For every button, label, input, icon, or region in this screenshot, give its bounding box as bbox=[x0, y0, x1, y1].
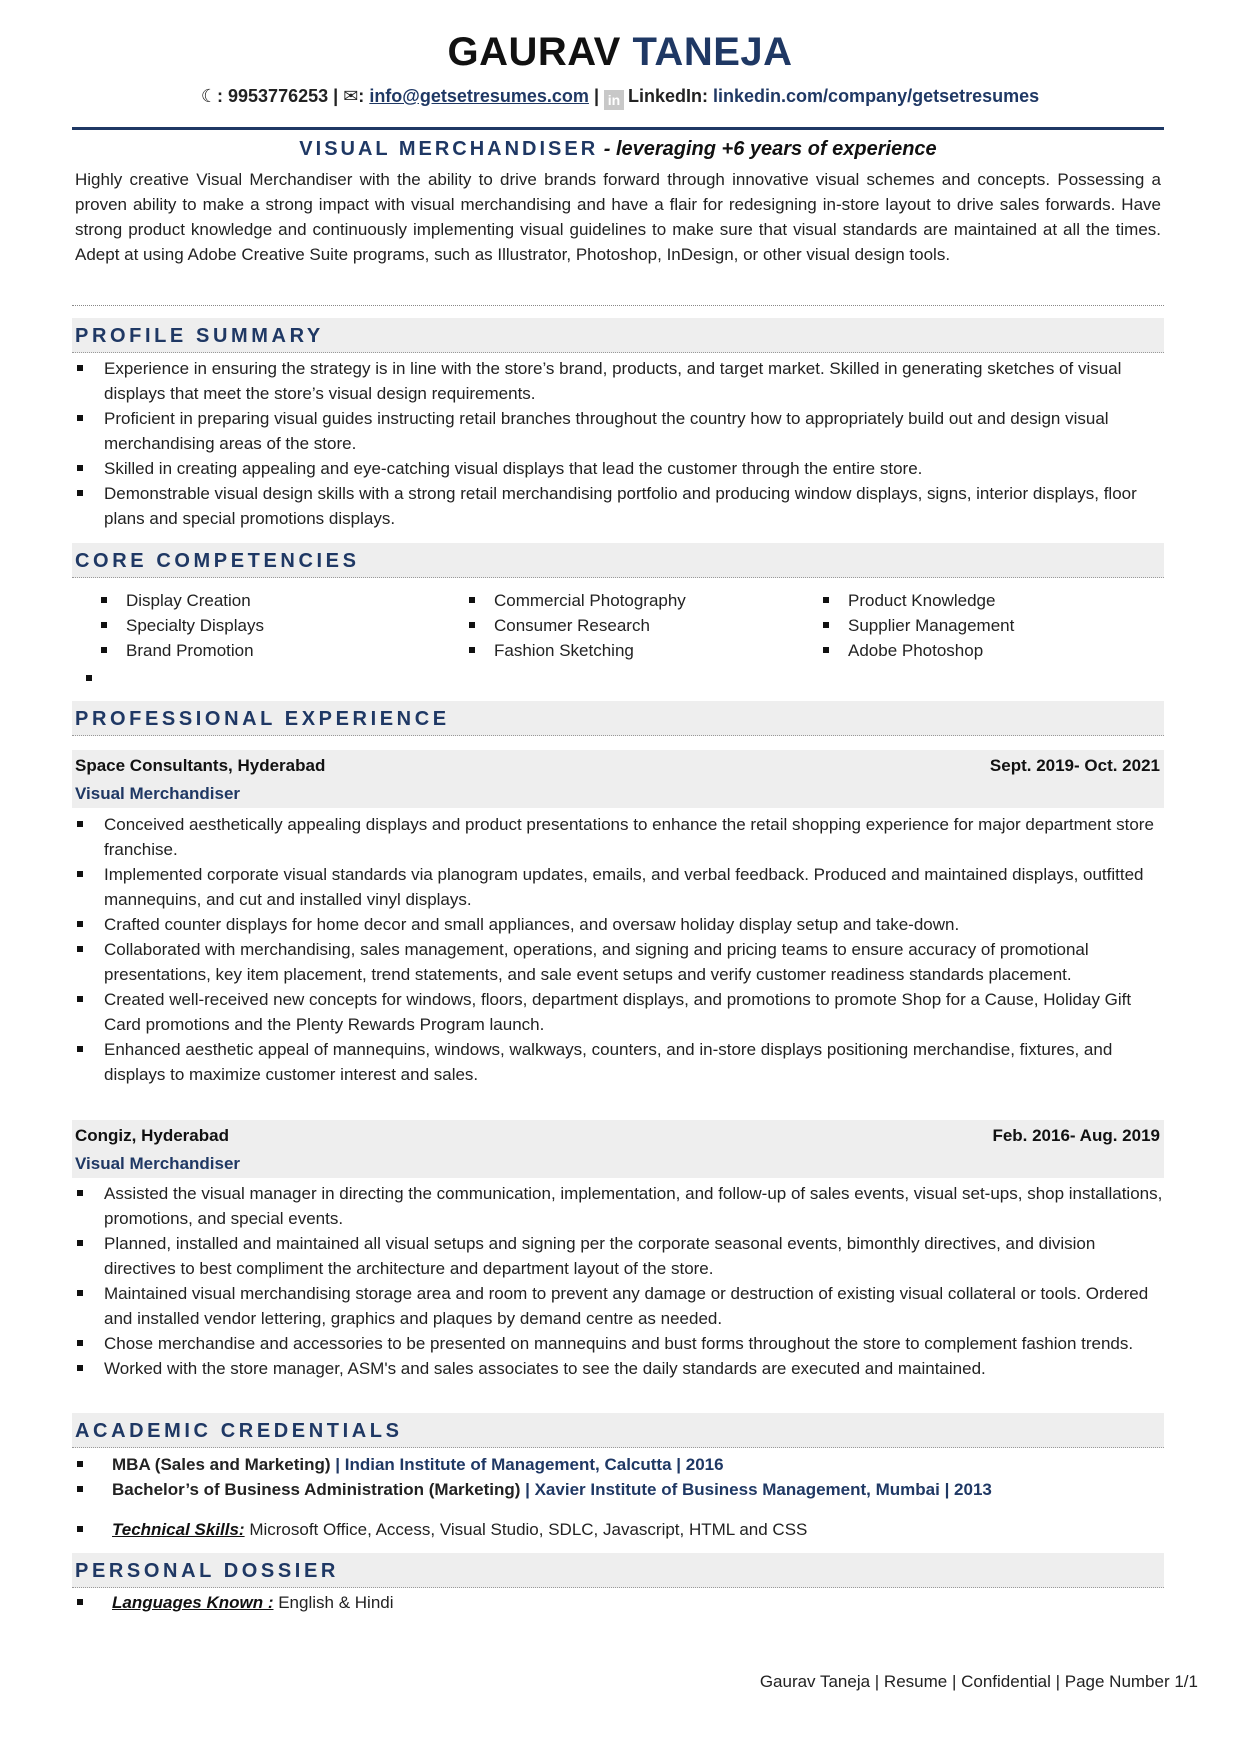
separator: | bbox=[593, 86, 599, 106]
competencies-column-2 bbox=[464, 588, 794, 663]
list-item: Consumer Research bbox=[464, 613, 794, 638]
job-dates: Feb. 2016- Aug. 2019 bbox=[992, 1126, 1160, 1145]
list-item: Product Knowledge bbox=[818, 588, 1148, 613]
company-name: Space Consultants, Hyderabad bbox=[75, 756, 326, 775]
candidate-name bbox=[0, 28, 1240, 76]
list-item: Display Creation bbox=[96, 588, 426, 613]
technical-skills-value: Microsoft Office, Access, Visual Studio, SDLC, Javascript, HTML and CSS bbox=[244, 1520, 808, 1539]
list-item: Fashion Sketching bbox=[464, 638, 794, 663]
headline bbox=[72, 136, 1164, 162]
job-header bbox=[72, 750, 1164, 808]
company-name: Congiz, Hyderabad bbox=[75, 1126, 229, 1145]
degree: MBA (Sales and Marketing) bbox=[112, 1455, 331, 1474]
list-item: Commercial Photography bbox=[464, 588, 794, 613]
languages-value: English & Hindi bbox=[273, 1593, 394, 1612]
competencies-column-1 bbox=[96, 588, 426, 663]
job-title: Visual Merchandiser bbox=[75, 1154, 241, 1173]
list-item: Conceived aesthetically appealing displays and product presentations to enhance the retail shopping experience for major department store franchise. bbox=[72, 812, 1164, 862]
section-title: CORE COMPETENCIES bbox=[75, 550, 360, 572]
section-core-competencies bbox=[72, 543, 1164, 578]
list-item: Adobe Photoshop bbox=[818, 638, 1148, 663]
list-item: Collaborated with merchandising, sales management, operations, and signing and pricing teams to ensure accuracy of promotional presentations, key item placement, trend statements, and sale event setups and verify customer readiness standards placement. bbox=[72, 937, 1164, 987]
education-item bbox=[72, 1452, 1164, 1477]
linkedin-label: LinkedIn: bbox=[628, 86, 709, 106]
list-item: Chose merchandise and accessories to be presented on mannequins and bust forms throughout the store to complement fashion trends. bbox=[72, 1331, 1164, 1356]
list-item: Supplier Management bbox=[818, 613, 1148, 638]
list-item: Proficient in preparing visual guides instructing retail branches throughout the country how to appropriately build out and design visual merchandising areas of the store. bbox=[72, 406, 1164, 456]
job-bullets bbox=[72, 812, 1164, 1087]
phone-icon: ☾ bbox=[200, 86, 217, 106]
envelope-icon: ✉ bbox=[343, 86, 359, 106]
list-item: Planned, installed and maintained all visual setups and signing per the corporate seasonal events, bimonthly directives, and division directives to best compliment the architecture and department layout of the store. bbox=[72, 1231, 1164, 1281]
section-title: PERSONAL DOSSIER bbox=[75, 1560, 339, 1582]
email-link[interactable]: info@getsetresumes.com bbox=[369, 86, 589, 106]
last-name: TANEJA bbox=[632, 30, 793, 74]
list-item: Demonstrable visual design skills with a strong retail merchandising portfolio and producing window displays, signs, interior displays, floor plans and special promotions displays. bbox=[72, 481, 1164, 531]
divider bbox=[72, 305, 1164, 306]
technical-skills-list bbox=[72, 1517, 1164, 1542]
competencies-column-3 bbox=[818, 588, 1148, 663]
contact-line bbox=[0, 84, 1240, 110]
institution: | Indian Institute of Management, Calcutta | 2016 bbox=[330, 1455, 724, 1474]
headline-tagline: - leveraging +6 years of experience bbox=[598, 138, 937, 160]
list-item: Enhanced aesthetic appeal of mannequins, windows, walkways, counters, and in-store displays positioning merchandise, fixtures, and displays to maximize customer interest and sales. bbox=[72, 1037, 1164, 1087]
header-divider bbox=[72, 127, 1164, 130]
list-item: Experience in ensuring the strategy is in line with the store’s brand, products, and target market. Skilled in generating sketches of visual displays that meet the store’s visual design requirements. bbox=[72, 356, 1164, 406]
list-item: Crafted counter displays for home decor and small appliances, and oversaw holiday display setup and take-down. bbox=[72, 912, 1164, 937]
email-label: : bbox=[358, 86, 365, 106]
section-title: PROFILE SUMMARY bbox=[75, 325, 324, 347]
first-name: GAURAV bbox=[447, 30, 621, 74]
linkedin-icon: in bbox=[604, 90, 624, 110]
list-item: Worked with the store manager, ASM's and sales associates to see the daily standards are executed and maintained. bbox=[72, 1356, 1164, 1381]
technical-skills-item bbox=[72, 1517, 1164, 1542]
job-dates: Sept. 2019- Oct. 2021 bbox=[989, 756, 1160, 775]
institution: | Xavier Institute of Business Management, Mumbai | 2013 bbox=[520, 1480, 992, 1499]
linkedin-link[interactable]: linkedin.com/company/getsetresumes bbox=[713, 86, 1040, 106]
list-item: Assisted the visual manager in directing the communication, implementation, and follow-up of sales events, visual set-ups, shop installations, promotions, and special events. bbox=[72, 1181, 1164, 1231]
list-item: Implemented corporate visual standards via planogram updates, emails, and verbal feedback. Produced and maintained displays, outfitted mannequins, and cut and installed vinyl displays. bbox=[72, 862, 1164, 912]
profile-summary-list bbox=[72, 356, 1164, 531]
section-title: PROFESSIONAL EXPERIENCE bbox=[75, 708, 450, 730]
job-title: Visual Merchandiser bbox=[75, 784, 241, 803]
languages-item bbox=[72, 1590, 1164, 1615]
separator: | bbox=[333, 86, 339, 106]
technical-skills-label: Technical Skills: bbox=[112, 1520, 245, 1539]
section-personal-dossier bbox=[72, 1553, 1164, 1588]
education-item bbox=[72, 1477, 1164, 1502]
list-item: Skilled in creating appealing and eye-catching visual displays that lead the customer through the entire store. bbox=[72, 456, 1164, 481]
languages-label: Languages Known : bbox=[112, 1593, 274, 1612]
job-bullets bbox=[72, 1181, 1164, 1381]
section-academic-credentials bbox=[72, 1413, 1164, 1448]
education-list bbox=[72, 1452, 1164, 1502]
job-header bbox=[72, 1120, 1164, 1178]
list-item: Specialty Displays bbox=[96, 613, 426, 638]
list-item: Maintained visual merchandising storage area and room to prevent any damage or destruction of existing visual collateral or tools. Ordered and installed vendor lettering, graphics and plaques by demand centre as needed. bbox=[72, 1281, 1164, 1331]
summary-paragraph: Highly creative Visual Merchandiser with the ability to drive brands forward through innovative visual schemes and concepts. Possessing a proven ability to make a strong impact with visual merchandising and have a flair for redesigning in-store layout to drive sales forwards. Have strong product knowledge and continuously implementing visual guidelines to make sure that visual standards are maintained at all the times. Adept at using Adobe Creative Suite programs, such as Illustrator, Photoshop, InDesign, or other visual design tools. bbox=[75, 170, 1161, 264]
section-profile-summary bbox=[72, 318, 1164, 353]
phone-label: : bbox=[217, 86, 223, 106]
list-item: Created well-received new concepts for windows, floors, department displays, and promotions to promote Shop for a Cause, Holiday Gift Card promotions and the Plenty Rewards Program launch. bbox=[72, 987, 1164, 1037]
personal-dossier-list bbox=[72, 1590, 1164, 1615]
section-title: ACADEMIC CREDENTIALS bbox=[75, 1420, 403, 1442]
empty-bullet bbox=[86, 675, 92, 681]
degree: Bachelor’s of Business Administration (Marketing) bbox=[112, 1480, 521, 1499]
page-footer: Gaurav Taneja | Resume | Confidential | Page Number 1/1 bbox=[759, 1672, 1198, 1691]
list-item: Brand Promotion bbox=[96, 638, 426, 663]
section-professional-experience bbox=[72, 701, 1164, 736]
job-role: VISUAL MERCHANDISER bbox=[299, 138, 599, 160]
phone-number: 9953776253 bbox=[228, 86, 329, 106]
